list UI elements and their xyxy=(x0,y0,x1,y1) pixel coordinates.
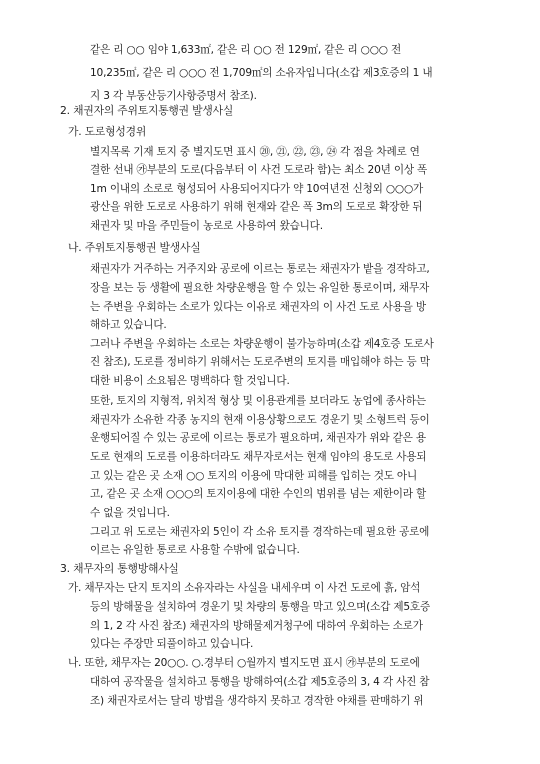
text-line: 또한, 토지의 지형적, 위치적 형상 및 이용관계를 보더라도 농업에 종사하는 xyxy=(90,395,426,407)
text-line: 수 없을 것입니다. xyxy=(90,507,170,519)
text-line: 장을 보는 등 생활에 필요한 차량운행을 할 수 있는 유일한 통로이며, 채무자 xyxy=(90,282,430,294)
text-line: 조) 채권자로서는 달리 방법을 생각하지 못하고 경작한 야채를 판매하기 위 xyxy=(90,695,424,707)
text-line: 운행되어질 수 있는 공로에 이르는 통로가 필요하며, 채권자가 위와 같은 용 xyxy=(90,432,426,444)
text-line: 진 참조), 도로를 정비하기 위해서는 도로주변의 토지를 매입해야 하는 등 막 xyxy=(90,356,430,368)
text-line: 대한 비용이 소요됨은 명백하다 할 것입니다. xyxy=(90,375,290,387)
text-line: 같은 리 ○○ 임야 1,633㎡, 같은 리 ○○ 전 129㎡, 같은 리 ○○○ 전 xyxy=(90,44,401,56)
text-line: 는 주변을 우회하는 소로가 있다는 이유로 채권자의 이 사건 도로 사용을 방 xyxy=(90,301,426,313)
text-line: 해하고 있습니다. xyxy=(90,319,167,331)
text-line: 별지목록 기재 토지 중 별지도면 표시 ⑳, ㉑, ㉒, ㉓, ㉔ 각 점을 차례로 연 xyxy=(90,146,420,158)
section-heading: 3. 채무자의 통행방해사실 xyxy=(60,562,179,575)
subsection-heading: 나. 주위토지통행권 발생사실 xyxy=(68,241,201,254)
text-line: 광산을 위한 도로로 사용하기 위해 현재와 같은 폭 3m의 도로로 확장한 뒤 xyxy=(90,201,423,213)
text-line: 채권자가 거주하는 거주지와 공로에 이르는 통로는 채권자가 밭을 경작하고, xyxy=(90,263,430,275)
text-line: 고 있는 같은 곳 소재 ○○ 토지의 이용에 막대한 피해를 입히는 것도 아니 xyxy=(90,470,418,482)
text-line: 그리고 위 도로는 채권자외 5인이 각 소유 토지를 경작하는데 필요한 공로에 xyxy=(90,526,430,538)
text-line: 있다는 주장만 되풀이하고 있습니다. xyxy=(90,638,254,650)
text-line: 등의 방해물을 설치하여 경운기 및 차량의 통행을 막고 있으며(소갑 제5호증 xyxy=(90,601,430,613)
text-line: 채권자 및 마을 주민들이 농로로 사용하여 왔습니다. xyxy=(90,220,323,232)
subsection-heading: 가. 도로형성경위 xyxy=(68,125,147,138)
text-line: 대하여 공작물을 설치하고 통행을 방해하여(소갑 제5호증의 3, 4 각 사진 참 xyxy=(90,676,430,688)
text-line: 지 3 각 부동산등기사항증명서 참조). xyxy=(90,90,257,102)
text-line: 1m 이내의 소로로 형성되어 사용되어지다가 약 10여년전 신청외 ○○○가 xyxy=(90,183,424,195)
text-line: 도로 현재의 도로를 이용하더라도 채무자로서는 현재 임야의 용도로 사용되 xyxy=(90,451,427,463)
section-heading: 2. 채권자의 주위토지통행권 발생사실 xyxy=(60,104,234,117)
text-line: 나. 또한, 채무자는 20○○. ○.경부터 ○월까지 별지도면 표시 ㉮부분의 도로에 xyxy=(68,657,420,669)
text-line: 그러나 주변을 우회하는 소로는 차량운행이 불가능하며(소갑 제4호증 도로사 xyxy=(90,338,434,350)
text-line: 이르는 유일한 통로로 사용할 수밖에 없습니다. xyxy=(90,544,300,556)
text-line: 고, 같은 곳 소재 ○○○의 토지이용에 대한 수인의 범위를 넘는 제한이라 할 xyxy=(90,488,427,500)
text-line: 채권자가 소유한 각종 농지의 현재 이용상황으로도 경운기 및 소형트럭 등이 xyxy=(90,414,430,426)
text-line: 가. 채무자는 단지 토지의 소유자라는 사실을 내세우며 이 사건 도로에 흙, 암석 xyxy=(68,582,421,594)
text-line: 의 1, 2 각 사진 참조) 채권자의 방해물제거청구에 대하여 우회하는 소로가 xyxy=(90,620,423,632)
text-line: 결한 선내 ㉮부분의 도로(다음부터 이 사건 도로라 함)는 최소 20년 이상 폭 xyxy=(90,164,428,176)
text-line: 10,235㎡, 같은 리 ○○○ 전 1,709㎡의 소유자입니다(소갑 제3호증의 1 내 xyxy=(90,67,433,79)
